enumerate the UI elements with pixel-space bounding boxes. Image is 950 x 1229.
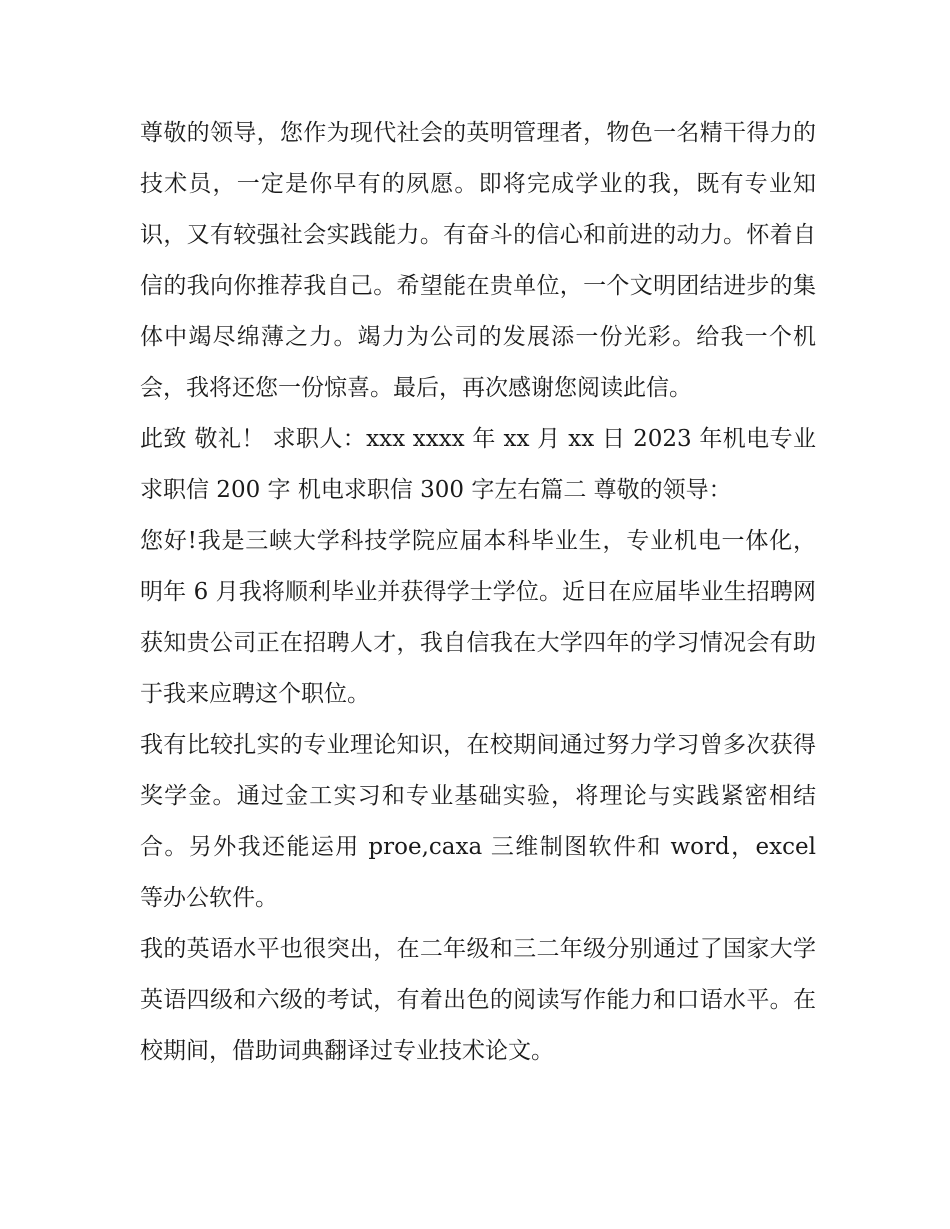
document-body (140, 108, 816, 1077)
paragraph-greeting: 您好!我是三峡大学科技学院应届本科毕业生，专业机电一体化，明年 6 月我将顺利毕业并获得学士学位。近日在应届毕业生招聘网获知贵公司正在招聘人才，我自信我在大学四年的学习情况会有助于我来应聘这个职位。 (140, 528, 816, 707)
paragraph-skills: 我有比较扎实的专业理论知识，在校期间通过努力学习曾多次获得奖学金。通过金工实习和专业基础实验，将理论与实践紧密相结合。另外我还能运用 proe,caxa 三维制图软件和 word，excel 等办公软件。 (140, 732, 816, 911)
paragraph-intro: 尊敬的领导，您作为现代社会的英明管理者，物色一名精干得力的技术员，一定是你早有的夙愿。即将完成学业的我，既有专业知识，又有较强社会实践能力。有奋斗的信心和前进的动力。怀着自信的我向你推荐我自己。希望能在贵单位，一个文明团结进步的集体中竭尽绵薄之力。竭力为公司的发展添一份光彩。给我一个机会，我将还您一份惊喜。最后，再次感谢您阅读此信。 (140, 120, 816, 401)
paragraph-closing: 此致 敬礼！ 求职人：xxx xxxx 年 xx 月 xx 日 2023 年机电专业求职信 200 字 机电求职信 300 字左右篇二 尊敬的领导： (140, 426, 816, 503)
paragraph-english: 我的英语水平也很突出，在二年级和三二年级分别通过了国家大学英语四级和六级的考试，有着出色的阅读写作能力和口语水平。在校期间，借助词典翻译过专业技术论文。 (140, 936, 816, 1064)
